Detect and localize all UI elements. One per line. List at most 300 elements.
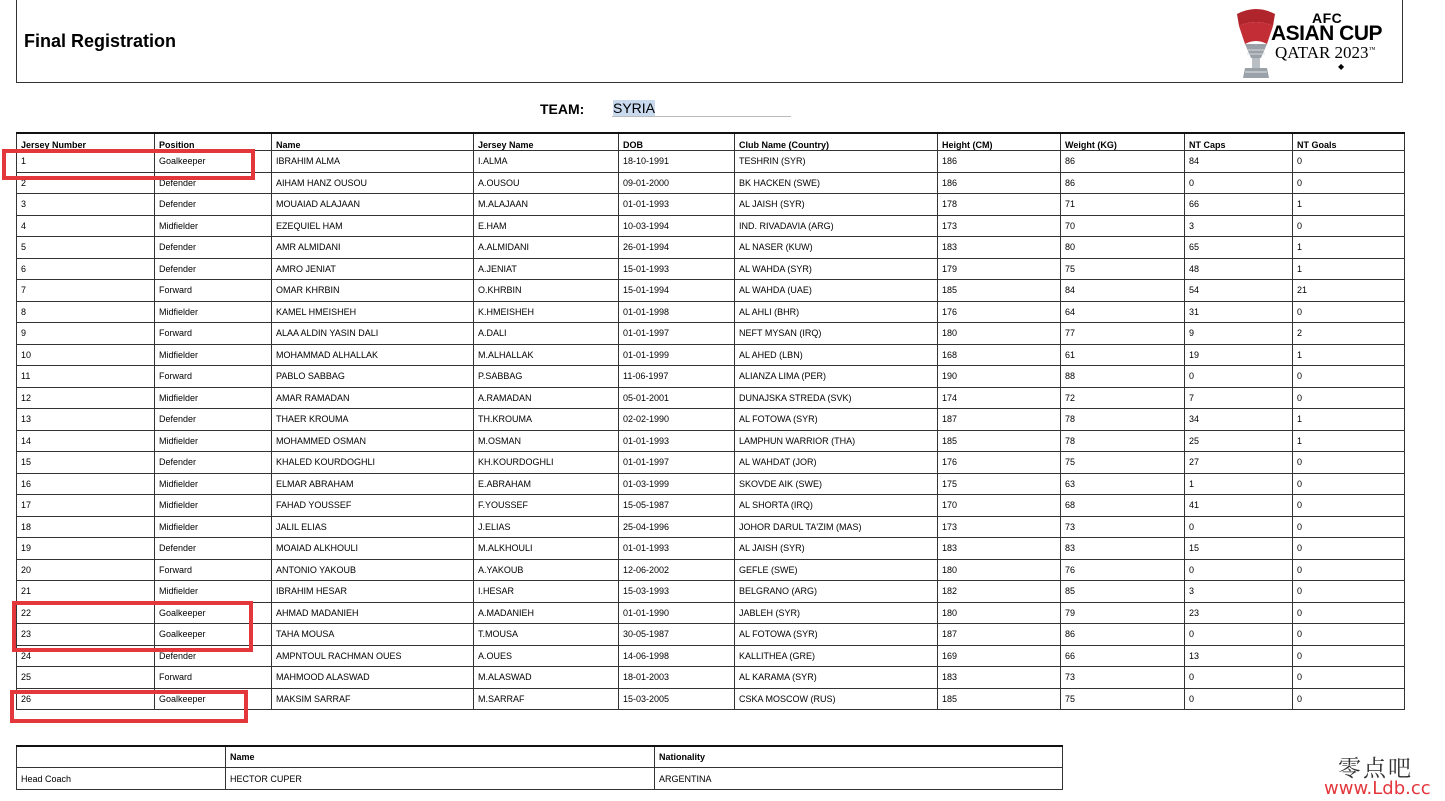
roster-cell: 84 xyxy=(1061,280,1185,302)
roster-cell: 15-03-1993 xyxy=(619,581,735,603)
staff-header-cell: Nationality xyxy=(655,746,1063,768)
roster-cell: 11 xyxy=(17,366,155,388)
roster-cell: 0 xyxy=(1293,602,1405,624)
roster-cell: 77 xyxy=(1061,323,1185,345)
roster-cell: 18 xyxy=(17,516,155,538)
roster-row xyxy=(17,516,1405,538)
roster-cell: AMPNTOUL RACHMAN OUES xyxy=(272,645,474,667)
roster-cell: I.HESAR xyxy=(474,581,619,603)
roster-cell: 75 xyxy=(1061,452,1185,474)
roster-header-cell: NT Caps xyxy=(1185,133,1293,151)
roster-cell: P.SABBAG xyxy=(474,366,619,388)
roster-cell: 65 xyxy=(1185,237,1293,259)
roster-cell: 34 xyxy=(1185,409,1293,431)
roster-cell: 83 xyxy=(1061,538,1185,560)
roster-row xyxy=(17,366,1405,388)
roster-cell: 186 xyxy=(938,151,1061,173)
highlight-box-rows-22-23 xyxy=(12,601,253,652)
roster-cell: 8 xyxy=(17,301,155,323)
staff-cell: ARGENTINA xyxy=(655,768,1063,790)
roster-cell: NEFT MYSAN (IRQ) xyxy=(735,323,938,345)
roster-cell: 01-01-1990 xyxy=(619,602,735,624)
roster-cell: PABLO SABBAG xyxy=(272,366,474,388)
roster-cell: A.RAMADAN xyxy=(474,387,619,409)
roster-cell: KALLITHEA (GRE) xyxy=(735,645,938,667)
roster-cell: 0 xyxy=(1293,301,1405,323)
roster-header-cell: Jersey Name xyxy=(474,133,619,151)
roster-cell: 1 xyxy=(1293,258,1405,280)
roster-cell: 70 xyxy=(1061,215,1185,237)
roster-cell: 185 xyxy=(938,280,1061,302)
roster-cell: Goalkeeper xyxy=(155,602,272,624)
roster-cell: AL SHORTA (IRQ) xyxy=(735,495,938,517)
roster-cell: 7 xyxy=(1185,387,1293,409)
roster-row xyxy=(17,301,1405,323)
roster-cell: IBRAHIM ALMA xyxy=(272,151,474,173)
roster-cell: J.ELIAS xyxy=(474,516,619,538)
roster-cell: 10 xyxy=(17,344,155,366)
roster-cell: 180 xyxy=(938,323,1061,345)
roster-cell: Goalkeeper xyxy=(155,688,272,710)
roster-cell: 183 xyxy=(938,237,1061,259)
roster-cell: BELGRANO (ARG) xyxy=(735,581,938,603)
roster-cell: 25 xyxy=(1185,430,1293,452)
roster-cell: M.ALAJAAN xyxy=(474,194,619,216)
roster-cell: M.OSMAN xyxy=(474,430,619,452)
staff-header-cell: Name xyxy=(226,746,655,768)
roster-cell: 73 xyxy=(1061,667,1185,689)
roster-cell: A.YAKOUB xyxy=(474,559,619,581)
roster-cell: 173 xyxy=(938,215,1061,237)
roster-cell: 0 xyxy=(1293,516,1405,538)
roster-header-cell: Height (CM) xyxy=(938,133,1061,151)
roster-cell: 23 xyxy=(1185,602,1293,624)
roster-cell: MAKSIM SARRAF xyxy=(272,688,474,710)
roster-cell: 01-01-1993 xyxy=(619,430,735,452)
roster-cell: 0 xyxy=(1293,559,1405,581)
roster-cell: 0 xyxy=(1185,624,1293,646)
roster-cell: 0 xyxy=(1293,495,1405,517)
roster-row xyxy=(17,237,1405,259)
roster-cell: Midfielder xyxy=(155,495,272,517)
roster-cell: A.OUES xyxy=(474,645,619,667)
roster-cell: 88 xyxy=(1061,366,1185,388)
roster-cell: 18-10-1991 xyxy=(619,151,735,173)
roster-cell: AMRO JENIAT xyxy=(272,258,474,280)
roster-cell: 86 xyxy=(1061,624,1185,646)
roster-cell: JOHOR DARUL TA'ZIM (MAS) xyxy=(735,516,938,538)
roster-cell: 183 xyxy=(938,667,1061,689)
roster-cell: 26-01-1994 xyxy=(619,237,735,259)
roster-row xyxy=(17,495,1405,517)
staff-table xyxy=(16,745,1063,790)
roster-cell: 0 xyxy=(1185,688,1293,710)
roster-row xyxy=(17,473,1405,495)
roster-cell: Midfielder xyxy=(155,473,272,495)
roster-cell: 176 xyxy=(938,452,1061,474)
roster-cell: 0 xyxy=(1293,538,1405,560)
roster-cell: 21 xyxy=(17,581,155,603)
roster-cell: SKOVDE AIK (SWE) xyxy=(735,473,938,495)
roster-cell: AL JAISH (SYR) xyxy=(735,538,938,560)
roster-cell: 01-01-1993 xyxy=(619,194,735,216)
roster-cell: Defender xyxy=(155,258,272,280)
roster-cell: 13 xyxy=(17,409,155,431)
roster-cell: 1 xyxy=(1185,473,1293,495)
roster-cell: 0 xyxy=(1185,172,1293,194)
roster-header-cell: Jersey Number xyxy=(17,133,155,151)
roster-cell: TH.KROUMA xyxy=(474,409,619,431)
roster-cell: Midfielder xyxy=(155,301,272,323)
roster-cell: 0 xyxy=(1185,366,1293,388)
roster-cell: F.YOUSSEF xyxy=(474,495,619,517)
roster-row xyxy=(17,581,1405,603)
roster-cell: 79 xyxy=(1061,602,1185,624)
roster-cell: 9 xyxy=(17,323,155,345)
roster-cell: 1 xyxy=(1293,344,1405,366)
roster-cell: 186 xyxy=(938,172,1061,194)
roster-cell: 3 xyxy=(1185,581,1293,603)
roster-cell: 72 xyxy=(1061,387,1185,409)
roster-cell: 66 xyxy=(1185,194,1293,216)
roster-cell: 15-01-1993 xyxy=(619,258,735,280)
roster-cell: 61 xyxy=(1061,344,1185,366)
roster-cell: Defender xyxy=(155,645,272,667)
roster-cell: MOHAMMAD ALHALLAK xyxy=(272,344,474,366)
roster-cell: Goalkeeper xyxy=(155,151,272,173)
roster-cell: 5 xyxy=(17,237,155,259)
roster-row xyxy=(17,344,1405,366)
roster-cell: Defender xyxy=(155,538,272,560)
roster-cell: AMAR RAMADAN xyxy=(272,387,474,409)
roster-cell: 3 xyxy=(17,194,155,216)
roster-cell: KHALED KOURDOGHLI xyxy=(272,452,474,474)
roster-cell: 75 xyxy=(1061,258,1185,280)
roster-cell: EZEQUIEL HAM xyxy=(272,215,474,237)
roster-cell: AL WAHDA (SYR) xyxy=(735,258,938,280)
team-label: TEAM: xyxy=(540,101,585,117)
logo-qatar-text: QATAR 2023™ xyxy=(1275,43,1376,62)
roster-cell: AL WAHDAT (JOR) xyxy=(735,452,938,474)
staff-header-row xyxy=(17,746,1063,768)
roster-cell: O.KHRBIN xyxy=(474,280,619,302)
roster-cell: 16 xyxy=(17,473,155,495)
roster-row xyxy=(17,215,1405,237)
roster-cell: JABLEH (SYR) xyxy=(735,602,938,624)
roster-cell: Goalkeeper xyxy=(155,624,272,646)
roster-cell: 15 xyxy=(17,452,155,474)
staff-header-cell xyxy=(17,746,226,768)
roster-cell: 18-01-2003 xyxy=(619,667,735,689)
roster-cell: DUNAJSKA STREDA (SVK) xyxy=(735,387,938,409)
roster-cell: 183 xyxy=(938,538,1061,560)
roster-cell: A.DALI xyxy=(474,323,619,345)
watermark-url: www.Ldb.cc xyxy=(1324,778,1431,799)
roster-cell: 86 xyxy=(1061,172,1185,194)
roster-row xyxy=(17,452,1405,474)
roster-row xyxy=(17,258,1405,280)
roster-cell: TAHA MOUSA xyxy=(272,624,474,646)
roster-cell: 54 xyxy=(1185,280,1293,302)
roster-cell: THAER KROUMA xyxy=(272,409,474,431)
roster-cell: 01-01-1997 xyxy=(619,323,735,345)
roster-cell: 12 xyxy=(17,387,155,409)
roster-cell: 2 xyxy=(1293,323,1405,345)
roster-cell: MOHAMMED OSMAN xyxy=(272,430,474,452)
team-value-field xyxy=(612,100,791,117)
roster-cell: AIHAM HANZ OUSOU xyxy=(272,172,474,194)
page-title: Final Registration xyxy=(24,31,177,51)
roster-cell: 26 xyxy=(17,688,155,710)
roster-cell: MOAIAD ALKHOULI xyxy=(272,538,474,560)
roster-cell: 78 xyxy=(1061,430,1185,452)
roster-cell: T.MOUSA xyxy=(474,624,619,646)
roster-cell: 1 xyxy=(1293,430,1405,452)
staff-cell: HECTOR CUPER xyxy=(226,768,655,790)
roster-cell: KH.KOURDOGHLI xyxy=(474,452,619,474)
roster-cell: Forward xyxy=(155,280,272,302)
roster-cell: 31 xyxy=(1185,301,1293,323)
logo-diamond-icon: ◆ xyxy=(1338,62,1345,71)
roster-cell: Forward xyxy=(155,323,272,345)
roster-cell: 64 xyxy=(1061,301,1185,323)
logo-afc-text: AFC xyxy=(1312,10,1343,26)
roster-cell: 14-06-1998 xyxy=(619,645,735,667)
roster-cell: 66 xyxy=(1061,645,1185,667)
roster-cell: 15-01-1994 xyxy=(619,280,735,302)
roster-cell: 1 xyxy=(1293,194,1405,216)
roster-cell: 190 xyxy=(938,366,1061,388)
roster-cell: 174 xyxy=(938,387,1061,409)
roster-cell: 01-01-1998 xyxy=(619,301,735,323)
roster-cell: 180 xyxy=(938,559,1061,581)
roster-cell: Defender xyxy=(155,237,272,259)
roster-cell: 0 xyxy=(1293,624,1405,646)
roster-cell: 1 xyxy=(17,151,155,173)
roster-cell: 179 xyxy=(938,258,1061,280)
roster-cell: 13 xyxy=(1185,645,1293,667)
roster-cell: A.ALMIDANI xyxy=(474,237,619,259)
roster-cell: 2 xyxy=(17,172,155,194)
roster-cell: 0 xyxy=(1185,667,1293,689)
roster-cell: 0 xyxy=(1293,172,1405,194)
roster-cell: 173 xyxy=(938,516,1061,538)
roster-header-cell: Weight (KG) xyxy=(1061,133,1185,151)
roster-cell: M.ALKHOULI xyxy=(474,538,619,560)
roster-row xyxy=(17,667,1405,689)
roster-cell: 14 xyxy=(17,430,155,452)
roster-cell: MAHMOOD ALASWAD xyxy=(272,667,474,689)
roster-cell: Midfielder xyxy=(155,581,272,603)
roster-cell: AL AHLI (BHR) xyxy=(735,301,938,323)
roster-cell: IBRAHIM HESAR xyxy=(272,581,474,603)
roster-cell: 0 xyxy=(1293,151,1405,173)
roster-cell: 30-05-1987 xyxy=(619,624,735,646)
roster-cell: Defender xyxy=(155,172,272,194)
roster-cell: BK HACKEN (SWE) xyxy=(735,172,938,194)
staff-cell: Head Coach xyxy=(17,768,226,790)
roster-cell: 180 xyxy=(938,602,1061,624)
roster-cell: 10-03-1994 xyxy=(619,215,735,237)
roster-cell: 6 xyxy=(17,258,155,280)
team-value: SYRIA xyxy=(613,100,656,116)
roster-cell: 0 xyxy=(1293,667,1405,689)
roster-cell: 9 xyxy=(1185,323,1293,345)
roster-cell: A.JENIAT xyxy=(474,258,619,280)
highlight-box-row-1 xyxy=(2,149,255,180)
roster-cell: 78 xyxy=(1061,409,1185,431)
roster-cell: 01-03-1999 xyxy=(619,473,735,495)
roster-cell: K.HMEISHEH xyxy=(474,301,619,323)
afc-asian-cup-logo xyxy=(1215,6,1405,80)
roster-row xyxy=(17,409,1405,431)
roster-cell: 20 xyxy=(17,559,155,581)
roster-cell: ALAA ALDIN YASIN DALI xyxy=(272,323,474,345)
roster-row xyxy=(17,280,1405,302)
roster-cell: 19 xyxy=(1185,344,1293,366)
roster-cell: 01-01-1997 xyxy=(619,452,735,474)
roster-cell: AL WAHDA (UAE) xyxy=(735,280,938,302)
roster-row xyxy=(17,538,1405,560)
roster-cell: GEFLE (SWE) xyxy=(735,559,938,581)
roster-header-cell: NT Goals xyxy=(1293,133,1405,151)
roster-cell: 80 xyxy=(1061,237,1185,259)
roster-cell: 23 xyxy=(17,624,155,646)
roster-cell: 11-06-1997 xyxy=(619,366,735,388)
roster-cell: 187 xyxy=(938,409,1061,431)
roster-cell: 0 xyxy=(1293,387,1405,409)
roster-cell: CSKA MOSCOW (RUS) xyxy=(735,688,938,710)
watermark-chinese: 零点吧 xyxy=(1338,756,1413,782)
team-row xyxy=(540,100,656,117)
roster-cell: 0 xyxy=(1293,215,1405,237)
roster-cell: MOUAIAD ALAJAAN xyxy=(272,194,474,216)
roster-cell: Forward xyxy=(155,559,272,581)
roster-cell: JALIL ELIAS xyxy=(272,516,474,538)
roster-cell: AL FOTOWA (SYR) xyxy=(735,409,938,431)
roster-cell: 170 xyxy=(938,495,1061,517)
roster-cell: 1 xyxy=(1293,409,1405,431)
staff-row xyxy=(17,768,1063,790)
roster-cell: 187 xyxy=(938,624,1061,646)
roster-header-cell: Name xyxy=(272,133,474,151)
roster-cell: AL NASER (KUW) xyxy=(735,237,938,259)
roster-cell: 7 xyxy=(17,280,155,302)
roster-cell: 0 xyxy=(1293,473,1405,495)
roster-cell: OMAR KHRBIN xyxy=(272,280,474,302)
roster-row xyxy=(17,323,1405,345)
roster-cell: 15 xyxy=(1185,538,1293,560)
roster-cell: 0 xyxy=(1293,452,1405,474)
roster-cell: ALIANZA LIMA (PER) xyxy=(735,366,938,388)
roster-cell: 22 xyxy=(17,602,155,624)
roster-cell: Forward xyxy=(155,366,272,388)
roster-cell: Midfielder xyxy=(155,387,272,409)
roster-cell: AL FOTOWA (SYR) xyxy=(735,624,938,646)
roster-cell: E.ABRAHAM xyxy=(474,473,619,495)
roster-cell: IND. RIVADAVIA (ARG) xyxy=(735,215,938,237)
roster-cell: 12-06-2002 xyxy=(619,559,735,581)
roster-row xyxy=(17,387,1405,409)
roster-cell: AL KARAMA (SYR) xyxy=(735,667,938,689)
roster-cell: 68 xyxy=(1061,495,1185,517)
roster-cell: KAMEL HMEISHEH xyxy=(272,301,474,323)
roster-row xyxy=(17,194,1405,216)
roster-cell: 0 xyxy=(1293,581,1405,603)
roster-cell: Midfielder xyxy=(155,344,272,366)
roster-header-cell: Club Name (Country) xyxy=(735,133,938,151)
roster-cell: 178 xyxy=(938,194,1061,216)
roster-cell: I.ALMA xyxy=(474,151,619,173)
roster-cell: 4 xyxy=(17,215,155,237)
roster-cell: 75 xyxy=(1061,688,1185,710)
roster-header-row xyxy=(17,133,1405,151)
roster-cell: ANTONIO YAKOUB xyxy=(272,559,474,581)
roster-cell: Defender xyxy=(155,452,272,474)
roster-cell: 24 xyxy=(17,645,155,667)
roster-cell: 25 xyxy=(17,667,155,689)
roster-cell: 169 xyxy=(938,645,1061,667)
roster-cell: M.SARRAF xyxy=(474,688,619,710)
roster-cell: AL AHED (LBN) xyxy=(735,344,938,366)
roster-cell: 175 xyxy=(938,473,1061,495)
roster-cell: 01-01-1993 xyxy=(619,538,735,560)
roster-cell: 01-01-1999 xyxy=(619,344,735,366)
roster-cell: 27 xyxy=(1185,452,1293,474)
roster-row xyxy=(17,559,1405,581)
roster-cell: 41 xyxy=(1185,495,1293,517)
roster-cell: 48 xyxy=(1185,258,1293,280)
roster-cell: 3 xyxy=(1185,215,1293,237)
highlight-box-row-26 xyxy=(10,690,248,723)
roster-cell: 0 xyxy=(1185,516,1293,538)
roster-cell: AL JAISH (SYR) xyxy=(735,194,938,216)
roster-cell: 71 xyxy=(1061,194,1185,216)
roster-cell: FAHAD YOUSSEF xyxy=(272,495,474,517)
roster-cell: AMR ALMIDANI xyxy=(272,237,474,259)
roster-cell: 0 xyxy=(1185,559,1293,581)
roster-cell: 176 xyxy=(938,301,1061,323)
roster-cell: 21 xyxy=(1293,280,1405,302)
roster-cell: 0 xyxy=(1293,688,1405,710)
roster-cell: 15-03-2005 xyxy=(619,688,735,710)
roster-header-cell: Position xyxy=(155,133,272,151)
roster-cell: A.OUSOU xyxy=(474,172,619,194)
roster-cell: Midfielder xyxy=(155,516,272,538)
roster-cell: 86 xyxy=(1061,151,1185,173)
roster-cell: Forward xyxy=(155,667,272,689)
roster-cell: 73 xyxy=(1061,516,1185,538)
roster-cell: 15-05-1987 xyxy=(619,495,735,517)
roster-header-cell: DOB xyxy=(619,133,735,151)
roster-cell: 19 xyxy=(17,538,155,560)
roster-cell: 25-04-1996 xyxy=(619,516,735,538)
roster-cell: 02-02-1990 xyxy=(619,409,735,431)
roster-cell: 0 xyxy=(1293,366,1405,388)
roster-cell: M.ALASWAD xyxy=(474,667,619,689)
roster-cell: Midfielder xyxy=(155,430,272,452)
roster-cell: 0 xyxy=(1293,645,1405,667)
roster-cell: 63 xyxy=(1061,473,1185,495)
roster-cell: TESHRIN (SYR) xyxy=(735,151,938,173)
logo-asian-cup-text: ASIAN CUP xyxy=(1271,22,1383,45)
roster-cell: Defender xyxy=(155,194,272,216)
roster-cell: 84 xyxy=(1185,151,1293,173)
roster-cell: 1 xyxy=(1293,237,1405,259)
header-box xyxy=(16,0,1403,83)
roster-cell: 09-01-2000 xyxy=(619,172,735,194)
roster-cell: A.MADANIEH xyxy=(474,602,619,624)
